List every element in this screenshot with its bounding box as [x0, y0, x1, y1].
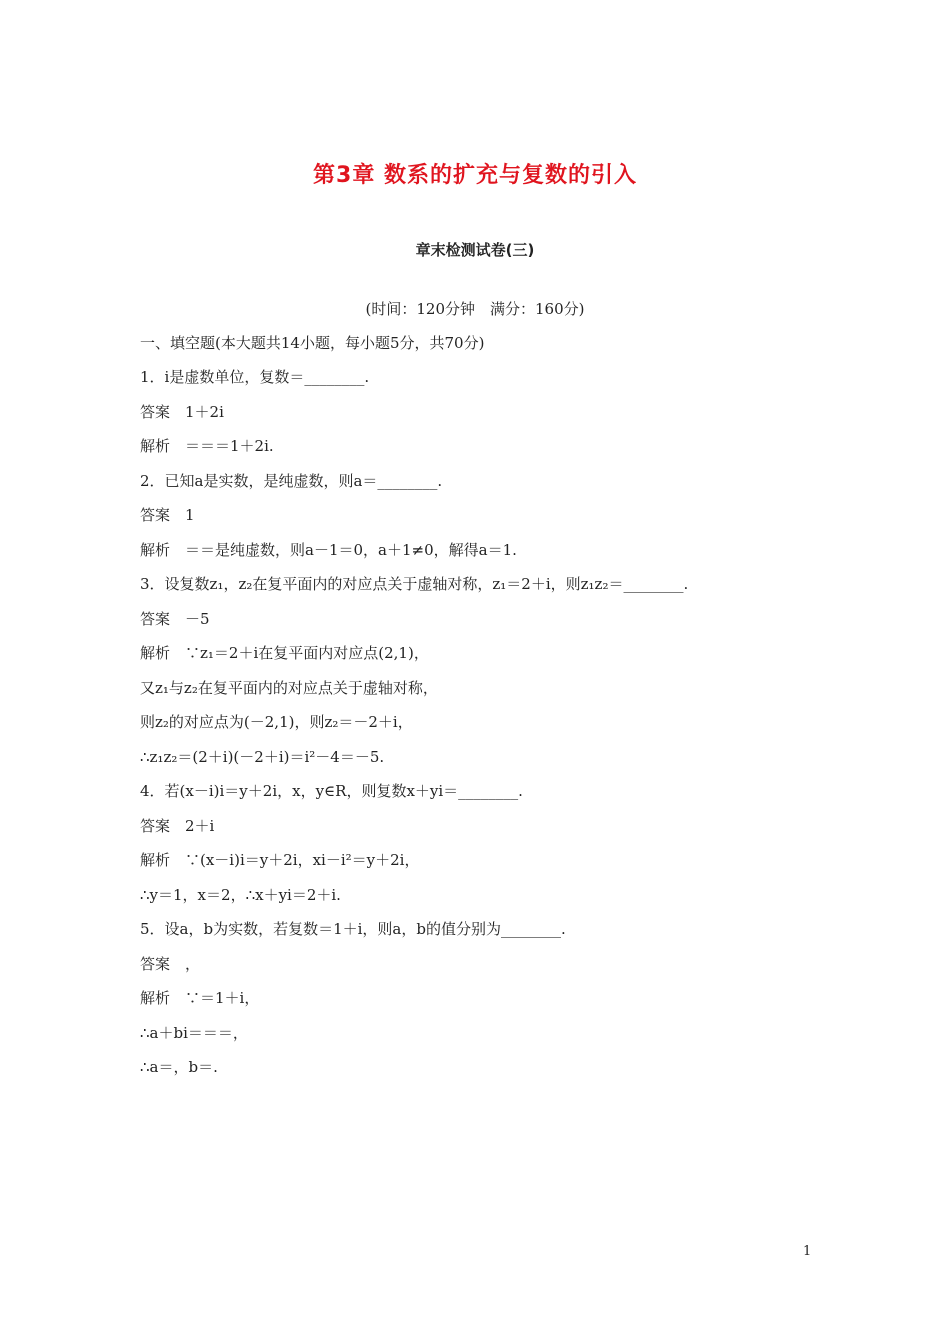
answer-3: 答案 －5: [140, 610, 210, 628]
section-heading: 一、填空题(本大题共14小题，每小题5分，共70分): [140, 334, 485, 352]
answer-1: 答案 1＋2i: [140, 403, 224, 421]
analysis-5-line-2: ∴a＋bi＝＝＝，: [140, 1024, 248, 1042]
question-4: 4．若(x－i)i＝y＋2i，x，y∈R，则复数x＋yi＝________.: [140, 782, 523, 800]
answer-5: 答案 ，: [140, 955, 201, 973]
analysis-3-line-4: ∴z₁z₂＝(2＋i)(－2＋i)＝i²－4＝－5.: [140, 748, 385, 766]
analysis-3-line-2: 又z₁与z₂在复平面内的对应点关于虚轴对称，: [140, 679, 438, 697]
answer-4: 答案 2＋i: [140, 817, 215, 835]
question-5: 5．设a，b为实数，若复数＝1＋i，则a，b的值分别为________.: [140, 920, 566, 938]
question-1: 1．i是虚数单位，复数＝________.: [140, 368, 370, 386]
exam-subtitle: 章末检测试卷(三): [415, 241, 535, 259]
chapter-title: 第3章 数系的扩充与复数的引入: [313, 163, 637, 188]
page-number: 1: [803, 1244, 812, 1259]
analysis-5-line-3: ∴a＝，b＝.: [140, 1058, 218, 1076]
analysis-5-line-1: 解析 ∵＝1＋i，: [140, 989, 260, 1007]
question-2: 2．已知a是实数，是纯虚数，则a＝________.: [140, 472, 443, 490]
exam-meta: (时间：120分钟 满分：160分): [365, 300, 585, 318]
analysis-2: 解析 ＝＝是纯虚数，则a－1＝0，a＋1≠0，解得a＝1.: [140, 541, 517, 559]
analysis-4-line-1: 解析 ∵(x－i)i＝y＋2i，xi－i²＝y＋2i，: [140, 851, 420, 869]
answer-2: 答案 1: [140, 506, 195, 524]
analysis-1: 解析 ＝＝＝1＋2i.: [140, 437, 274, 455]
analysis-3-line-3: 则z₂的对应点为(－2,1)，则z₂＝－2＋i，: [140, 713, 413, 731]
analysis-4-line-2: ∴y＝1，x＝2，∴x＋yi＝2＋i.: [140, 886, 341, 904]
analysis-3-line-1: 解析 ∵z₁＝2＋i在复平面内对应点(2,1)，: [140, 644, 429, 662]
question-3: 3．设复数z₁，z₂在复平面内的对应点关于虚轴对称，z₁＝2＋i，则z₁z₂＝________.: [140, 575, 689, 593]
